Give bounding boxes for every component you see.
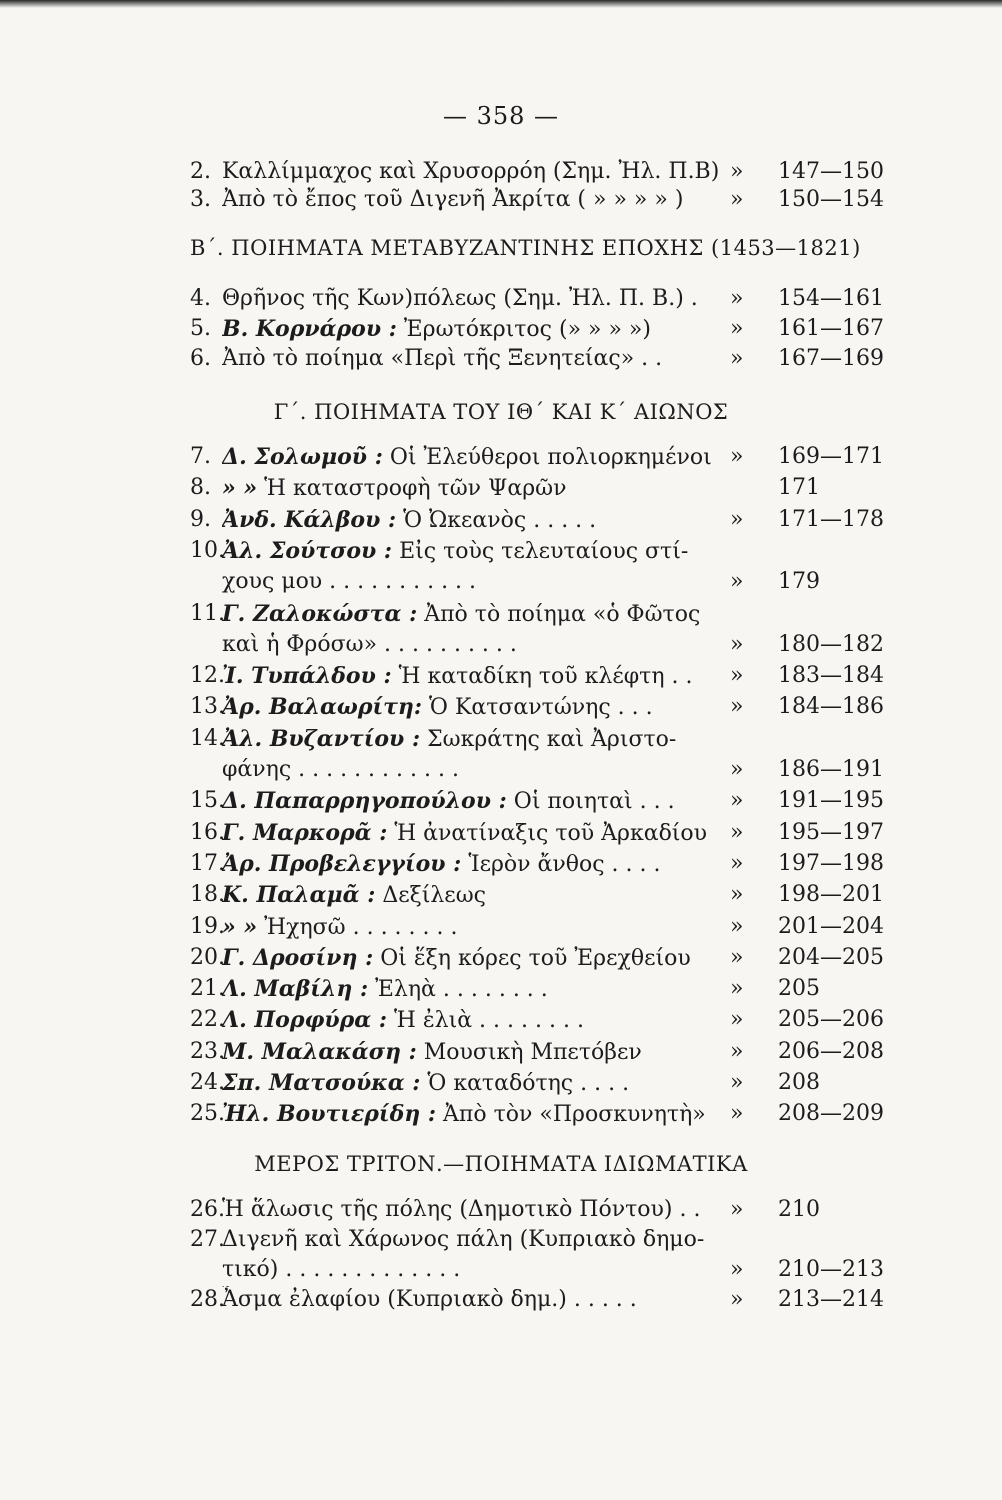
entry-number: 9. (190, 506, 211, 532)
entry-work: Ἡ ἅλωσις τῆς πόλης (Δημοτικὸ Πόντου) . . (222, 1197, 701, 1222)
entry-number: 3. (190, 187, 211, 212)
entry-title (222, 600, 762, 629)
entry-title (222, 725, 762, 754)
entry-author: Ἀρ. Προβελεγγίου : (222, 850, 462, 877)
entry-number: 5. (190, 316, 211, 341)
entry-work: Ἐρωτόκριτος (» » » ») (403, 317, 651, 342)
entry-work: Καλλίμμαχος καὶ Χρυσορρόη (Σημ. Ἠλ. Π.Β) (222, 159, 720, 184)
entry-pages: 180—182 (778, 631, 884, 657)
entry-title (222, 315, 762, 344)
entry-number: 25. (190, 1101, 225, 1127)
entry-work: Ἡ ἀνατίναξις τοῦ Ἀρκαδίου (394, 820, 708, 846)
entry-pages: 208—209 (778, 1101, 884, 1127)
entry-number: 10. (190, 537, 225, 563)
entry-number: 8. (190, 475, 211, 501)
entry-pages: 204—205 (778, 944, 884, 970)
entry-title (222, 787, 762, 816)
scan-edge (0, 0, 1002, 8)
entry-number: 4. (190, 286, 211, 311)
entry-pages: 171—178 (778, 506, 884, 532)
entry-number: 21. (190, 976, 225, 1002)
entry-pages: 198—201 (778, 882, 884, 908)
entry-title (222, 944, 762, 973)
entry-work: Δεξίλεως (382, 883, 486, 909)
entry-number: 18. (190, 882, 225, 908)
entry-work: Ἀπὸ τὸν «Προσκυνητὴ» (443, 1102, 706, 1128)
entry-title (222, 1038, 762, 1067)
entry-pages: 154—161 (778, 286, 884, 311)
entry-title (222, 285, 762, 313)
entry-pages: 201—204 (778, 913, 884, 939)
entry-number: 19. (190, 913, 225, 939)
entry-number: 26. (190, 1197, 225, 1222)
entry-work: Ὁ Κατσαντώνης . . . (429, 695, 653, 721)
entry-number: 28. (190, 1287, 225, 1312)
entry-number: 13. (190, 694, 225, 720)
ditto-mark: » (730, 694, 744, 720)
section-heading-c: Γ΄. ΠΟΙΗΜΑΤΑ ΤΟΥ ΙΘ΄ ΚΑΙ Κ΄ ΑΙΩΝΟΣ (273, 400, 729, 424)
ditto-mark: » (730, 159, 744, 184)
entry-title (222, 1286, 762, 1314)
entry-title (222, 693, 762, 722)
entry-author: Ἰ. Τυπάλδου : (222, 663, 392, 690)
entry-title (222, 850, 762, 879)
ditto-mark: » (730, 1287, 744, 1312)
entry-pages: 191—195 (778, 788, 884, 814)
ditto-mark: » (730, 1038, 744, 1064)
entry-author: Δ. Παπαρρηγοπούλου : (222, 788, 507, 815)
entry-title (222, 756, 762, 784)
entry-title (222, 345, 762, 373)
entry-author: Ἀλ. Βυζαντίου : (222, 725, 421, 752)
entry-work: Σωκράτης καὶ Ἀριστο- (427, 726, 677, 752)
entry-title (222, 662, 762, 691)
entry-number: 22. (190, 1007, 225, 1033)
ditto-mark: » (730, 506, 744, 532)
entry-pages: 205—206 (778, 1007, 884, 1033)
entry-title (222, 1196, 762, 1224)
entry-pages: 213—214 (778, 1287, 884, 1312)
entry-author: Μ. Μαλακάση : (222, 1038, 417, 1065)
ditto-mark: » (730, 882, 744, 908)
page-number: — 358 — (442, 102, 560, 130)
entry-author: Δ. Σολωμοῦ : (222, 444, 383, 470)
entry-pages: 147—150 (778, 159, 884, 184)
entry-pages: 150—154 (778, 187, 884, 212)
entry-author: Λ. Μαβίλη : (222, 976, 369, 1003)
entry-work: Οἱ ποιηταὶ . . . (513, 789, 675, 815)
entry-pages: 206—208 (778, 1038, 884, 1064)
entry-title (222, 975, 762, 1004)
ditto-mark: » (730, 913, 744, 939)
entry-number: 7. (190, 444, 211, 469)
ditto-mark: » (730, 850, 744, 876)
ditto-mark: » (730, 569, 744, 595)
ditto-mark: » (730, 187, 744, 212)
entry-work: καὶ ἡ Φρόσω» . . . . . . . . . . (222, 631, 517, 657)
ditto-mark: » (730, 1257, 744, 1282)
entry-pages: 161—167 (778, 316, 884, 341)
entry-pages: 210 (778, 1197, 820, 1222)
entry-pages: 184—186 (778, 694, 884, 720)
entry-work: Ἐληὰ . . . . . . . . (375, 977, 548, 1003)
entry-pages: 169—171 (778, 444, 884, 469)
entry-number: 14. (190, 725, 225, 751)
entry-work: Ἡ ἐλιὰ . . . . . . . . (394, 1008, 584, 1034)
entry-title (222, 158, 762, 186)
entry-title (222, 186, 762, 214)
entry-author: Ἠλ. Βουτιερίδη : (222, 1101, 437, 1128)
entry-title (222, 474, 762, 503)
entry-number: 11. (190, 600, 225, 626)
entry-pages: 167—169 (778, 346, 884, 371)
entry-number: 2. (190, 159, 211, 184)
entry-title (222, 1069, 762, 1098)
entry-title (222, 537, 762, 566)
entry-work: Ἡ καταδίκη τοῦ κλέφτη . . (398, 664, 693, 690)
entry-work: Ἱερὸν ἄνθος . . . . (468, 851, 661, 877)
ditto-mark: » (730, 976, 744, 1002)
ditto-mark: » (730, 346, 744, 371)
ditto-mark: » (730, 316, 744, 341)
entry-title (222, 506, 762, 535)
entry-author: Κ. Παλαμᾶ : (222, 882, 376, 909)
entry-work: Ἡ καταστροφὴ τῶν Ψαρῶν (264, 476, 567, 502)
entry-pages: 210—213 (778, 1257, 884, 1282)
ditto-mark: » (730, 444, 744, 469)
ditto-mark: » (730, 757, 744, 782)
entry-work: Οἱ ἕξη κόρες τοῦ Ἐρεχθείου (380, 945, 691, 971)
entry-work: Ἆσμα ἐλαφίου (Κυπριακὸ δημ.) . . . . . (222, 1287, 637, 1312)
entry-work: Ἀπὸ τὸ ποίημα «ὁ Φῶτος (424, 601, 701, 627)
entry-work: Ἀπὸ τὸ ποίημα «Περὶ τῆς Ξενητείας» . . (222, 346, 663, 371)
entry-title (222, 881, 762, 910)
entry-title (222, 568, 762, 596)
entry-pages: 186—191 (778, 757, 884, 782)
entry-number: 6. (190, 346, 211, 371)
ditto-mark: » (730, 819, 744, 845)
entry-work: Διγενῆ καὶ Χάρωνος πάλη (Κυπριακὸ δημο- (222, 1227, 705, 1252)
entry-title (222, 819, 762, 848)
entry-work: Θρῆνος τῆς Κων)πόλεως (Σημ. Ἠλ. Π. Β.) . (222, 286, 698, 311)
entry-author: Γ. Δροσίνη : (222, 944, 374, 971)
entry-work: Οἱ Ἐλεύθεροι πολιορκημένοι (389, 445, 712, 470)
entry-work: φάνης . . . . . . . . . . . . (222, 757, 459, 782)
entry-pages: 208 (778, 1070, 820, 1095)
ditto-mark: » (730, 1070, 744, 1095)
entry-pages: 183—184 (778, 663, 884, 689)
section-heading-b: Β΄. ΠΟΙΗΜΑΤΑ ΜΕΤΑΒΥΖΑΝΤΙΝΗΣ ΕΠΟΧΗΣ (1453—1821) (190, 236, 861, 260)
entry-work: Ὁ καταδότης . . . . (427, 1071, 630, 1096)
entry-author: Ἀνδ. Κάλβου : (222, 506, 397, 533)
entry-author: Λ. Πορφύρα : (222, 1007, 387, 1034)
entry-number: 23. (190, 1038, 225, 1064)
entry-pages: 205 (778, 976, 820, 1002)
entry-work: Εἰς τοὺς τελευταίους στί- (399, 538, 689, 564)
entry-number: 24. (190, 1070, 225, 1095)
entry-author: Ἀρ. Βαλαωρίτη: (222, 694, 423, 721)
ditto-mark: » (730, 631, 744, 657)
ditto-mark: » (730, 663, 744, 689)
ditto-mark: » (730, 944, 744, 970)
entry-title (222, 913, 762, 942)
entry-title (222, 1006, 762, 1035)
entry-number: 17. (190, 850, 225, 876)
entry-number: 12. (190, 663, 225, 689)
entry-number: 27. (190, 1227, 225, 1252)
entry-author: » » (222, 913, 258, 940)
entry-author: Γ. Μαρκορᾶ : (222, 819, 388, 846)
entry-author: Σπ. Ματσούκα : (222, 1070, 421, 1096)
entry-title (222, 1100, 762, 1129)
entry-pages: 171 (778, 475, 820, 501)
entry-pages: 195—197 (778, 819, 884, 845)
entry-title (222, 1256, 762, 1284)
entry-title (222, 443, 762, 472)
entry-title (222, 631, 762, 659)
entry-author: Β. Κορνάρου : (222, 316, 397, 342)
ditto-mark: » (730, 1007, 744, 1033)
entry-work: χους μου . . . . . . . . . . . (222, 569, 477, 595)
ditto-mark: » (730, 1197, 744, 1222)
entry-work: Ἠχησῶ . . . . . . . . (264, 914, 458, 940)
entry-pages: 179 (778, 569, 820, 595)
entry-work: τικό) . . . . . . . . . . . . . (222, 1257, 461, 1282)
entry-number: 16. (190, 819, 225, 845)
entry-author: Γ. Ζαλοκώστα : (222, 600, 418, 627)
entry-work: Μουσικὴ Μπετόβεν (423, 1039, 642, 1065)
ditto-mark: » (730, 1101, 744, 1127)
ditto-mark: » (730, 788, 744, 814)
entry-title (222, 1226, 762, 1254)
entry-author: Ἀλ. Σούτσου : (222, 537, 393, 564)
ditto-mark: » (730, 286, 744, 311)
entry-work: Ὁ Ὠκεανὸς . . . . . (403, 507, 597, 533)
entry-pages: 197—198 (778, 850, 884, 876)
entry-number: 20. (190, 944, 225, 970)
entry-author: » » (222, 475, 258, 502)
entry-number: 15. (190, 788, 225, 814)
section-heading-d: ΜΕΡΟΣ ΤΡΙΤΟΝ.—ΠΟΙΗΜΑΤΑ ΙΔΙΩΜΑΤΙΚΑ (254, 1152, 748, 1176)
entry-work: Ἀπὸ τὸ ἔπος τοῦ Διγενῆ Ἀκρίτα ( » » » » ) (222, 187, 684, 212)
